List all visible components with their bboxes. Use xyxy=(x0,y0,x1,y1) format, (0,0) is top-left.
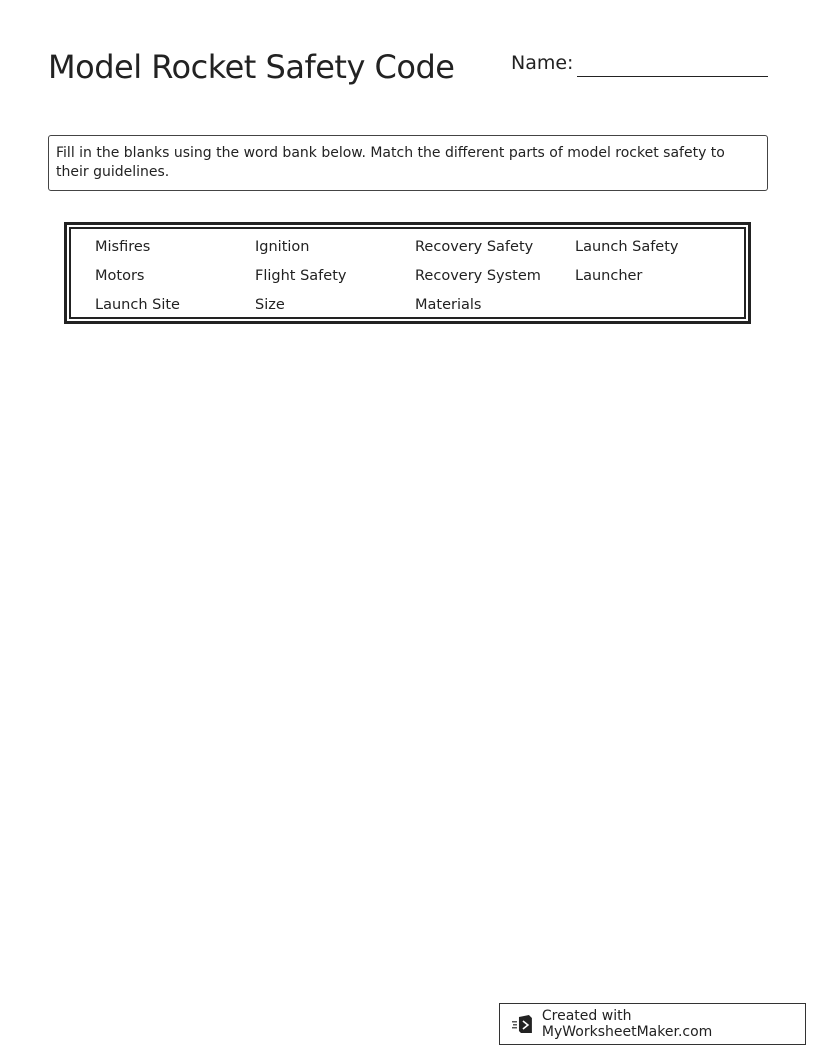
worksheet-logo-icon xyxy=(512,1013,534,1035)
word-bank xyxy=(64,222,751,324)
word-bank-item: Launch Safety xyxy=(575,239,679,255)
word-bank-item: Motors xyxy=(95,268,145,284)
instructions-box: Fill in the blanks using the word bank below. Match the different parts of model rocket safety to their guidelines. xyxy=(48,135,768,191)
word-bank-item: Size xyxy=(255,297,285,313)
word-bank-item: Launcher xyxy=(575,268,643,284)
name-label: Name: xyxy=(511,52,574,74)
word-bank-item: Flight Safety xyxy=(255,268,347,284)
name-blank-line[interactable] xyxy=(577,76,768,77)
footer-text: Created with MyWorksheetMaker.com xyxy=(541,1008,713,1040)
word-bank-item: Ignition xyxy=(255,239,310,255)
word-bank-item: Misfires xyxy=(95,239,151,255)
word-bank-item: Recovery Safety xyxy=(415,239,534,255)
footer-badge xyxy=(499,1003,806,1045)
word-bank-grid xyxy=(95,239,735,326)
word-bank-inner-border xyxy=(69,227,746,319)
word-bank-item: Recovery System xyxy=(415,268,541,284)
word-bank-item: Materials xyxy=(415,297,482,313)
page-title: Model Rocket Safety Code xyxy=(48,48,455,86)
word-bank-item: Launch Site xyxy=(95,297,180,313)
